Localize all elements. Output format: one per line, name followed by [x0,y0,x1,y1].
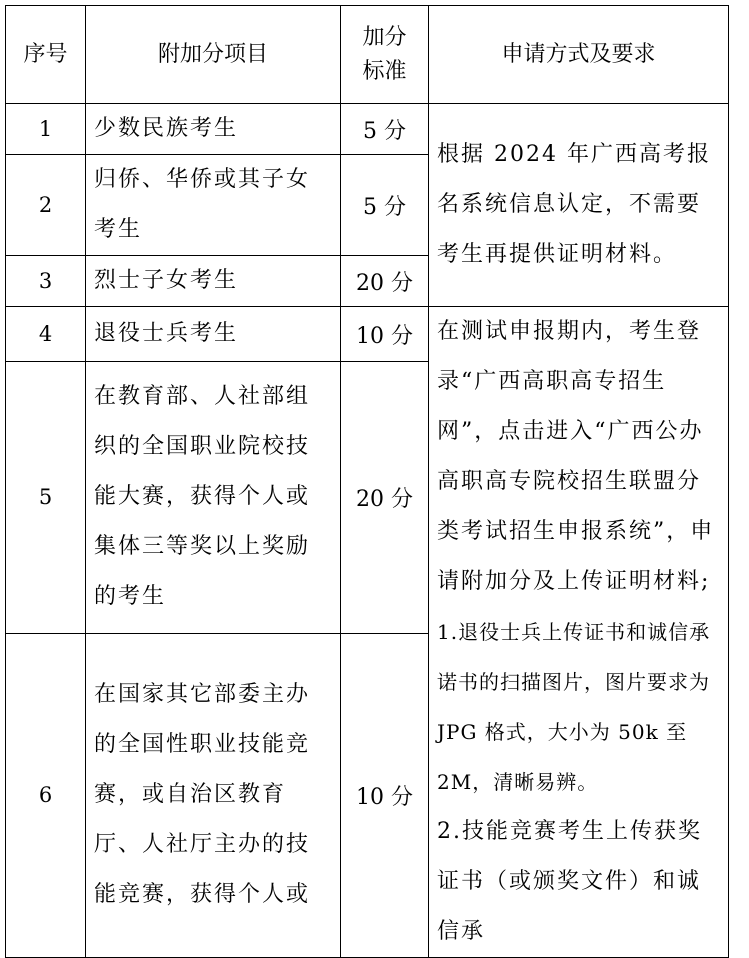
header-score-standard [341,6,429,104]
requirement-group-1: 根据 2024 年广西高考报名系统信息认定，不需要考生再提供证明材料。 [429,104,729,307]
row-score: 20 分 [341,362,429,633]
row-number: 5 [6,362,86,633]
header-score-line1: 加分 [362,24,407,50]
row-item: 烈士子女考生 [86,256,341,307]
row-score: 10 分 [341,307,429,362]
requirement-group-2-item-1: 1.退役士兵上传证书和诚信承诺书的扫描图片，图片要求为 JPG 格式，大小为 50k 至 2M，清晰易辨。 [437,620,711,794]
row-item: 在国家其它部委主办的全国性职业技能竞赛，或自治区教育厅、人社厅主办的技能竞赛，获得个人或 [86,633,341,957]
table-row [6,104,729,155]
row-number: 4 [6,307,86,362]
header-bonus-item: 附加分项目 [86,6,341,104]
row-number: 3 [6,256,86,307]
row-item: 归侨、华侨或其子女考生 [86,155,341,256]
row-score: 5 分 [341,104,429,155]
header-serial-number: 序号 [6,6,86,104]
row-number: 6 [6,633,86,957]
row-item: 在教育部、人社部组织的全国职业院校技能大赛，获得个人或集体三等奖以上奖励的考生 [86,362,341,633]
row-item: 少数民族考生 [86,104,341,155]
table-row [6,307,729,362]
row-number: 2 [6,155,86,256]
bonus-points-table [5,5,729,958]
row-score: 10 分 [341,633,429,957]
header-score-line2: 标准 [362,58,407,84]
row-number: 1 [6,104,86,155]
table-header-row [6,6,729,104]
requirement-group-2-item-2: 2.技能竞赛考生上传获奖证书（或颁奖文件）和诚信承 [437,819,702,944]
row-score: 5 分 [341,155,429,256]
header-application-requirements: 申请方式及要求 [429,6,729,104]
requirement-group-2-intro: 在测试申报期内，考生登录“广西高职高专招生网”，点击进入“广西公办高职高专院校招生联盟分类考试招生申报系统”，申请附加分及上传证明材料; [437,319,715,594]
row-item: 退役士兵考生 [86,307,341,362]
row-score: 20 分 [341,256,429,307]
requirement-group-2 [429,307,729,958]
